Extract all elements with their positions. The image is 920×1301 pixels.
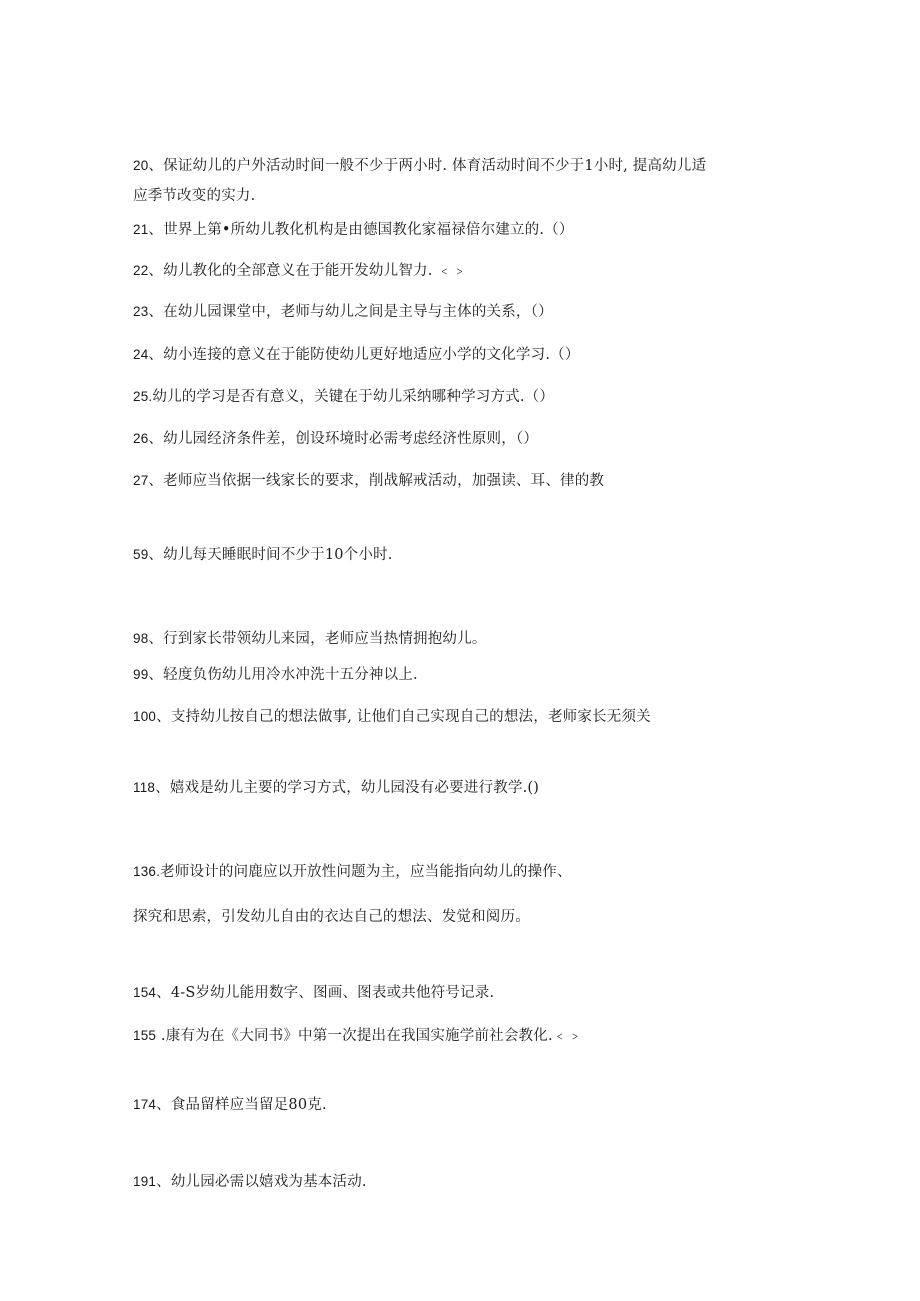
item-text: 、幼儿每天睡眠时间不少于10个小时. — [148, 547, 393, 563]
item-text: 、幼儿园经济条件差，创设环境时必需考虑经济性原则，（） — [148, 431, 539, 447]
item-155 — [133, 1026, 582, 1046]
item-118 — [133, 778, 539, 798]
item-154 — [133, 983, 494, 1003]
item-25 — [133, 387, 554, 407]
item-136-line-2 — [133, 907, 530, 927]
item-text: 幼儿的学习是否有意义，关键在于幼儿采纳哪种学习方式.（） — [152, 389, 555, 405]
item-136-line-1 — [133, 862, 572, 882]
item-number: 26 — [133, 431, 149, 446]
item-number: 174 — [133, 1097, 157, 1112]
item-number: 59 — [133, 547, 149, 562]
item-text: 应季节改变的实力. — [133, 188, 256, 204]
item-text: .康有为在《大同书》中第一次提出在我国实施学前社会教化.﹤﹥ — [156, 1028, 583, 1044]
item-text: 、行到家长带领幼儿来园，老师应当热情拥抱幼儿。 — [148, 631, 487, 647]
item-text: 、世界上第•所幼儿教化机构是由德国教化家福禄倍尔建立的.（） — [148, 222, 574, 238]
item-number: 22 — [133, 263, 149, 278]
item-text: 老师设计的问鹿应以开放性问题为主，应当能指向幼儿的操作、 — [160, 864, 572, 880]
item-text: 、4-S岁幼儿能用数字、图画、图表或共他符号记录. — [156, 985, 495, 1001]
item-number: 154 — [133, 985, 157, 1000]
item-100 — [133, 707, 651, 727]
item-27 — [133, 471, 604, 491]
item-191 — [133, 1172, 367, 1192]
item-59 — [133, 545, 393, 565]
item-26 — [133, 429, 538, 449]
item-98 — [133, 629, 487, 649]
item-99 — [133, 665, 418, 685]
item-text: 、在幼儿园课堂中，老师与幼儿之间是主导与主体的关系，（） — [148, 304, 553, 320]
item-number: 21 — [133, 222, 149, 237]
item-number: 27 — [133, 473, 149, 488]
item-text: 、轻度负伤幼儿用冷水冲洗十五分神以上. — [148, 667, 418, 683]
item-20-line-1 — [133, 156, 706, 176]
item-22 — [133, 261, 467, 281]
item-21 — [133, 220, 574, 240]
item-number: 25. — [133, 389, 153, 404]
item-text: 、幼儿园必需以嬉戏为基本活动. — [156, 1174, 367, 1190]
item-text: 、嬉戏是幼儿主要的学习方式，幼儿园没有必要进行教学.() — [155, 780, 540, 796]
item-number: 118 — [133, 780, 156, 795]
item-text: 、幼儿教化的全部意义在于能开发幼儿智力. ﹤﹥ — [148, 263, 467, 279]
item-number: 191 — [133, 1174, 157, 1189]
item-number: 136. — [133, 864, 161, 879]
item-23 — [133, 302, 553, 322]
item-text: 、食品留样应当留足80克. — [156, 1097, 327, 1113]
item-number: 98 — [133, 631, 149, 646]
item-number: 100 — [133, 709, 157, 724]
item-text: 、老师应当依据一线家长的要求，削战解戒活动，加强读、耳、律的教 — [148, 473, 605, 489]
item-text: 探究和思索，引发幼儿自由的衣达自己的想法、发觉和阅历。 — [133, 909, 530, 925]
item-text: 、支持幼儿按自己的想法做事, 让他们自己实现自己的想法，老师家长无须关 — [156, 709, 651, 725]
item-20-line-2 — [133, 186, 255, 206]
item-number: 20 — [133, 158, 149, 173]
item-174 — [133, 1095, 327, 1115]
item-24 — [133, 345, 580, 365]
item-number: 155 — [133, 1028, 157, 1043]
item-number: 99 — [133, 667, 149, 682]
item-number: 24 — [133, 347, 149, 362]
item-text: 、幼小连接的意义在于能防使幼儿更好地适应小学的文化学习.（） — [148, 347, 580, 363]
item-number: 23 — [133, 304, 149, 319]
item-text: 、保证幼儿的户外活动时间一般不少于两小时. 体育活动时间不少于1小时, 提高幼儿适 — [148, 158, 707, 174]
